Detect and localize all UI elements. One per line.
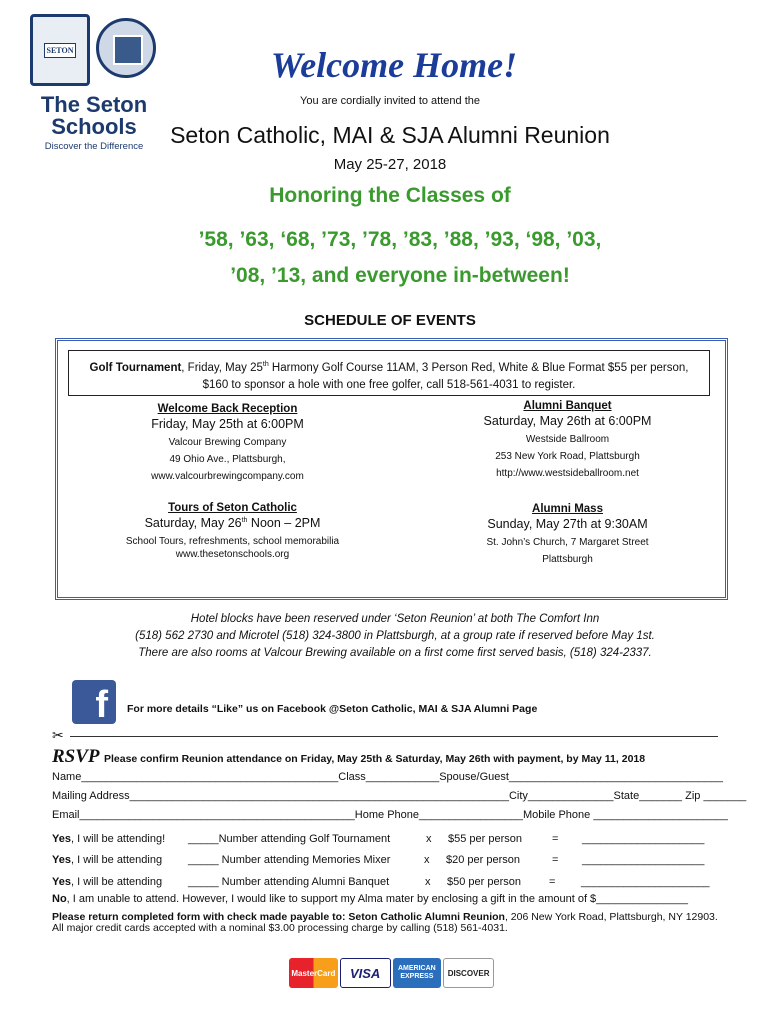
mass-date: Sunday, May 27th at 9:30AM bbox=[487, 517, 648, 531]
tours-block bbox=[95, 502, 370, 560]
mastercard-icon: MasterCard bbox=[289, 958, 338, 988]
tours-date: Saturday, May 26th Noon – 2PM bbox=[144, 516, 321, 530]
banquet-address: 253 New York Road, Plattsburgh bbox=[495, 451, 640, 462]
classes-line-1: ’58, ’63, ‘68, ’73, ’78, ’83, ’88, ’93, ‘98, ’03, bbox=[198, 228, 602, 251]
hotel-info: Hotel blocks have been reserved under ‘Seton Reunion’ at both The Comfort Inn (518) 562 2730 and Microtel (518) 324-3800 in Plattsburgh, at a group rate if reserved before May 1st. There are also rooms at Valcour Brewing available on a first come first served basis, (518) 324-2337. bbox=[135, 613, 655, 659]
reception-address: 49 Ohio Ave., Plattsburgh, bbox=[169, 454, 286, 465]
welcome-title: Welcome Home! bbox=[270, 45, 518, 85]
banquet-total-field[interactable]: _____________________ bbox=[581, 876, 710, 888]
invite-text: You are cordially invited to attend the bbox=[300, 95, 480, 107]
seton-academy-seal-icon: SETON bbox=[30, 14, 90, 86]
classes-line-2: ’08, ’13, and everyone in-between! bbox=[230, 264, 570, 287]
mixer-count-field[interactable]: _____ Number attending Memories Mixer bbox=[188, 854, 391, 866]
banquet-block bbox=[445, 400, 690, 479]
brand-name-line2: Schools bbox=[51, 114, 137, 139]
banquet-count-field[interactable]: _____ Number attending Alumni Banquet bbox=[188, 876, 390, 888]
gift-line[interactable]: No, I am unable to attend. However, I would like to support my Alma mater by enclosing a gift in the amount of $_______________ bbox=[52, 893, 688, 905]
amex-icon: AMERICAN EXPRESS bbox=[393, 958, 442, 988]
school-logos bbox=[24, 14, 164, 152]
mass-city: Plattsburgh bbox=[542, 554, 593, 565]
golf-details: Harmony Golf Course 11AM, 3 Person Red, White & Blue Format $55 per person, $160 to sponsor a hole with one free golfer, call 518-561-4031 to register. bbox=[202, 361, 689, 391]
banquet-date: Saturday, May 26th at 6:00PM bbox=[483, 414, 652, 428]
brand-tagline: Discover the Difference bbox=[44, 141, 144, 152]
name-field-line[interactable]: Name__________________________________________Class____________Spouse/Guest___________________________________ bbox=[52, 771, 724, 783]
mass-title: Alumni Mass bbox=[532, 503, 603, 515]
seton-catholic-seal-icon bbox=[96, 18, 156, 78]
mass-block bbox=[445, 503, 690, 565]
visa-icon: VISA bbox=[340, 958, 391, 988]
banquet-url: http://www.westsideballroom.net bbox=[496, 468, 639, 479]
scissors-icon: ✂ bbox=[52, 727, 64, 743]
reception-date: Friday, May 25th at 6:00PM bbox=[151, 417, 304, 431]
facebook-icon: f bbox=[72, 680, 116, 724]
brand-logo bbox=[24, 94, 164, 152]
rsvp-heading bbox=[52, 746, 732, 768]
golf-count-field[interactable]: _____Number attending Golf Tournament bbox=[188, 833, 391, 845]
schedule-title: SCHEDULE OF EVENTS bbox=[304, 312, 476, 329]
reception-venue: Valcour Brewing Company bbox=[168, 437, 287, 448]
tours-title: Tours of Seton Catholic bbox=[168, 502, 297, 514]
reception-block bbox=[105, 403, 350, 482]
credit-card-logos bbox=[289, 958, 494, 988]
facebook-text: For more details “Like” us on Facebook @Seton Catholic, MAI & SJA Alumni Page bbox=[127, 703, 538, 715]
return-instructions: Please return completed form with check made payable to: Seton Catholic Alumni Reunion, 206 New York Road, Plattsburgh, NY 12903. All major credit cards accepted with a nominal $3.00 processing charge by calling (518) 561-4031. bbox=[52, 911, 718, 934]
email-phone-field-line[interactable]: Email_____________________________________________Home Phone_________________Mobile Phone ______________________ bbox=[52, 809, 728, 821]
tours-url: www.thesetonschools.org bbox=[175, 549, 290, 560]
mixer-total-field[interactable]: ____________________ bbox=[582, 854, 705, 866]
golf-title: Golf Tournament bbox=[89, 361, 182, 374]
rsvp-prompt: Please confirm Reunion attendance on Friday, May 25th & Saturday, May 26th with payment, by May 11, 2018 bbox=[103, 753, 646, 765]
reception-title: Welcome Back Reception bbox=[157, 403, 298, 415]
rsvp-label: RSVP bbox=[52, 746, 100, 767]
golf-total-field[interactable]: ____________________ bbox=[582, 833, 705, 845]
reception-url: www.valcourbrewingcompany.com bbox=[151, 471, 304, 482]
banquet-title: Alumni Banquet bbox=[523, 400, 612, 412]
reunion-title: Seton Catholic, MAI & SJA Alumni Reunion bbox=[170, 122, 610, 148]
cut-line bbox=[70, 736, 718, 737]
reunion-dates: May 25-27, 2018 bbox=[333, 156, 447, 173]
discover-icon: DISCOVER bbox=[443, 958, 494, 988]
honoring-heading: Honoring the Classes of bbox=[269, 184, 511, 207]
tours-description: School Tours, refreshments, school memorabilia bbox=[125, 536, 340, 547]
mass-venue: St. John’s Church, 7 Margaret Street bbox=[486, 537, 649, 548]
mailing-address-field-line[interactable]: Mailing Address______________________________________________________________City______________State_______ Zip _______ bbox=[52, 790, 747, 802]
banquet-venue: Westside Ballroom bbox=[525, 434, 610, 445]
brand-name-line1: The Seton bbox=[40, 92, 148, 117]
golf-tournament-box: Golf Tournament, Friday, May 25th Harmony Golf Course 11AM, 3 Person Red, White & Blue Format $55 per person, $160 to sponsor a hole with one free golfer, call 518-561-4031 to register. bbox=[68, 350, 710, 396]
